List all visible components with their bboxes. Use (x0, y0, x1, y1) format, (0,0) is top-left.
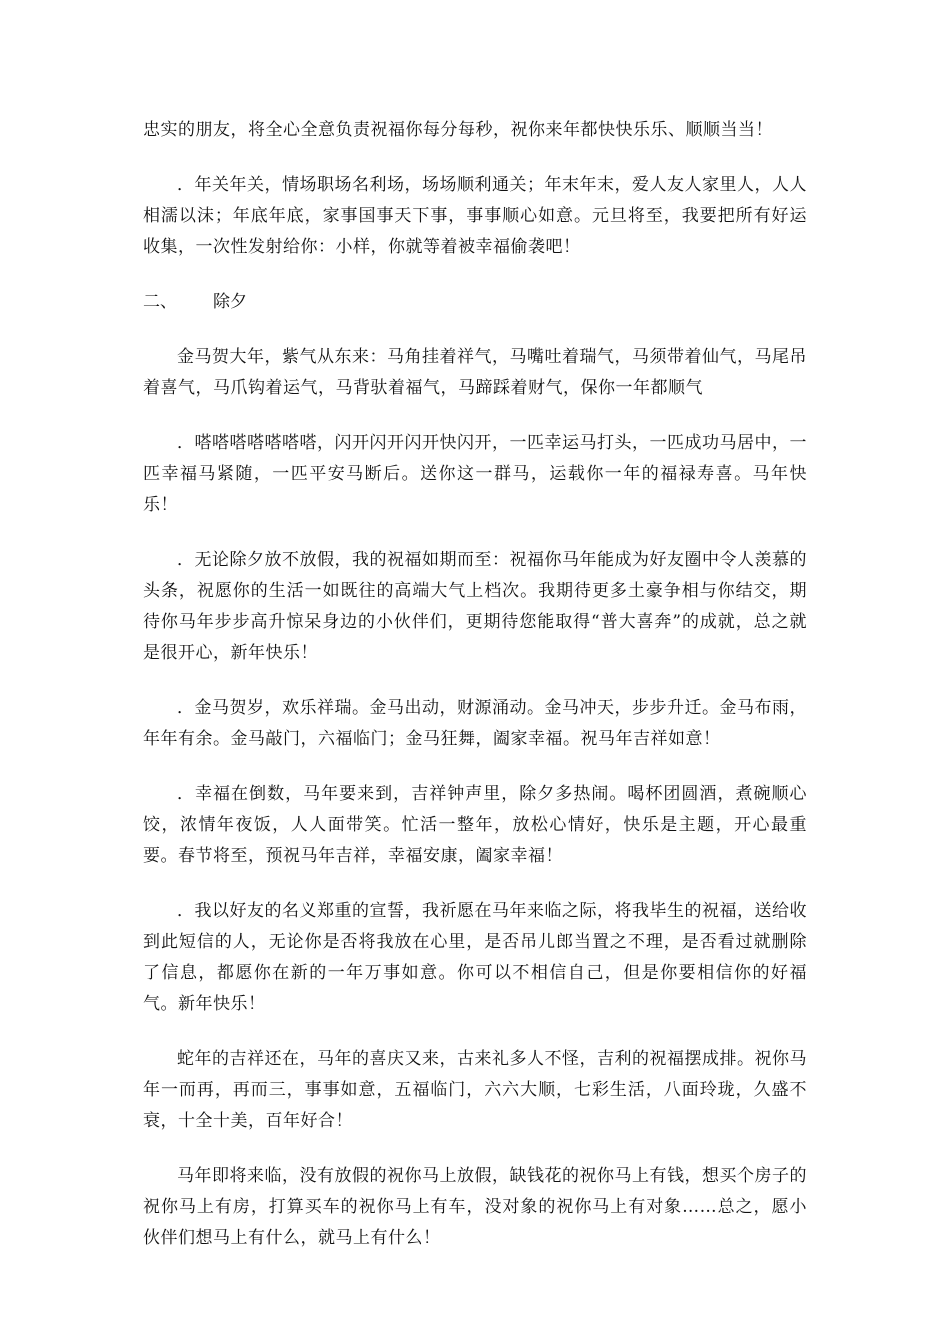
paragraph: ．我以好友的名义郑重的宣誓，我祈愿在马年来临之际，将我毕生的祝福，送给收到此短信的人，无论你是否将我放在心里，是否吊儿郎当置之不理，是否看过就删除了信息，都愿你在新的一年万事如意。你可以不相信自己，但是你要相信你的好福气。新年快乐！ (143, 901, 807, 1014)
section-number: 二、 (143, 292, 177, 312)
document-page (143, 115, 807, 1278)
paragraph: 金马贺大年，紫气从东来：马角挂着祥气，马嘴吐着瑞气，马须带着仙气，马尾吊着喜气，马爪钩着运气，马背驮着福气，马蹄踩着财气，保你一年都顺气 (143, 347, 807, 398)
paragraph: ．无论除夕放不放假，我的祝福如期而至：祝福你马年能成为好友圈中令人羡慕的头条，祝愿你的生活一如既往的高端大气上档次。我期待更多土豪争相与你结交，期待你马年步步高升惊呆身边的小伙伴们，更期待您能取得“普大喜奔”的成就，总之就是很开心，新年快乐！ (143, 550, 807, 663)
paragraph: ．年关年关，情场职场名利场，场场顺利通关；年末年末，爱人友人家里人，人人相濡以沫；年底年底，家事国事天下事，事事顺心如意。元旦将至，我要把所有好运收集，一次性发射给你：小样，你就等着被幸福偷袭吧！ (143, 175, 807, 257)
paragraph: ．嗒嗒嗒嗒嗒嗒嗒，闪开闪开闪开快闪开，一匹幸运马打头，一匹成功马居中，一匹幸福马紧随，一匹平安马断后。送你这一群马，运载你一年的福禄寿喜。马年快乐！ (143, 433, 807, 515)
paragraph: 蛇年的吉祥还在，马年的喜庆又来，古来礼多人不怪，吉利的祝福摆成排。祝你马年一而再，再而三，事事如意，五福临门，六六大顺，七彩生活，八面玲珑，久盛不衰，十全十美，百年好合！ (143, 1049, 807, 1131)
section-heading (143, 287, 807, 318)
section-title: 除夕 (213, 292, 247, 312)
paragraph: ．幸福在倒数，马年要来到，吉祥钟声里，除夕多热闹。喝杯团圆酒，煮碗顺心饺，浓情年夜饭，人人面带笑。忙活一整年，放松心情好，快乐是主题，开心最重要。春节将至，预祝马年吉祥，幸福安康，阖家幸福！ (143, 784, 807, 866)
paragraph: 忠实的朋友，将全心全意负责祝福你每分每秒，祝你来年都快快乐乐、顺顺当当！ (143, 120, 773, 140)
paragraph: ．金马贺岁，欢乐祥瑞。金马出动，财源涌动。金马冲天，步步升迁。金马布雨，年年有余。金马敲门，六福临门；金马狂舞，阖家幸福。祝马年吉祥如意！ (143, 698, 807, 749)
paragraph: 马年即将来临，没有放假的祝你马上放假，缺钱花的祝你马上有钱，想买个房子的祝你马上有房，打算买车的祝你马上有车，没对象的祝你马上有对象……总之，愿小伙伴们想马上有什么，就马上有什么！ (143, 1166, 807, 1248)
